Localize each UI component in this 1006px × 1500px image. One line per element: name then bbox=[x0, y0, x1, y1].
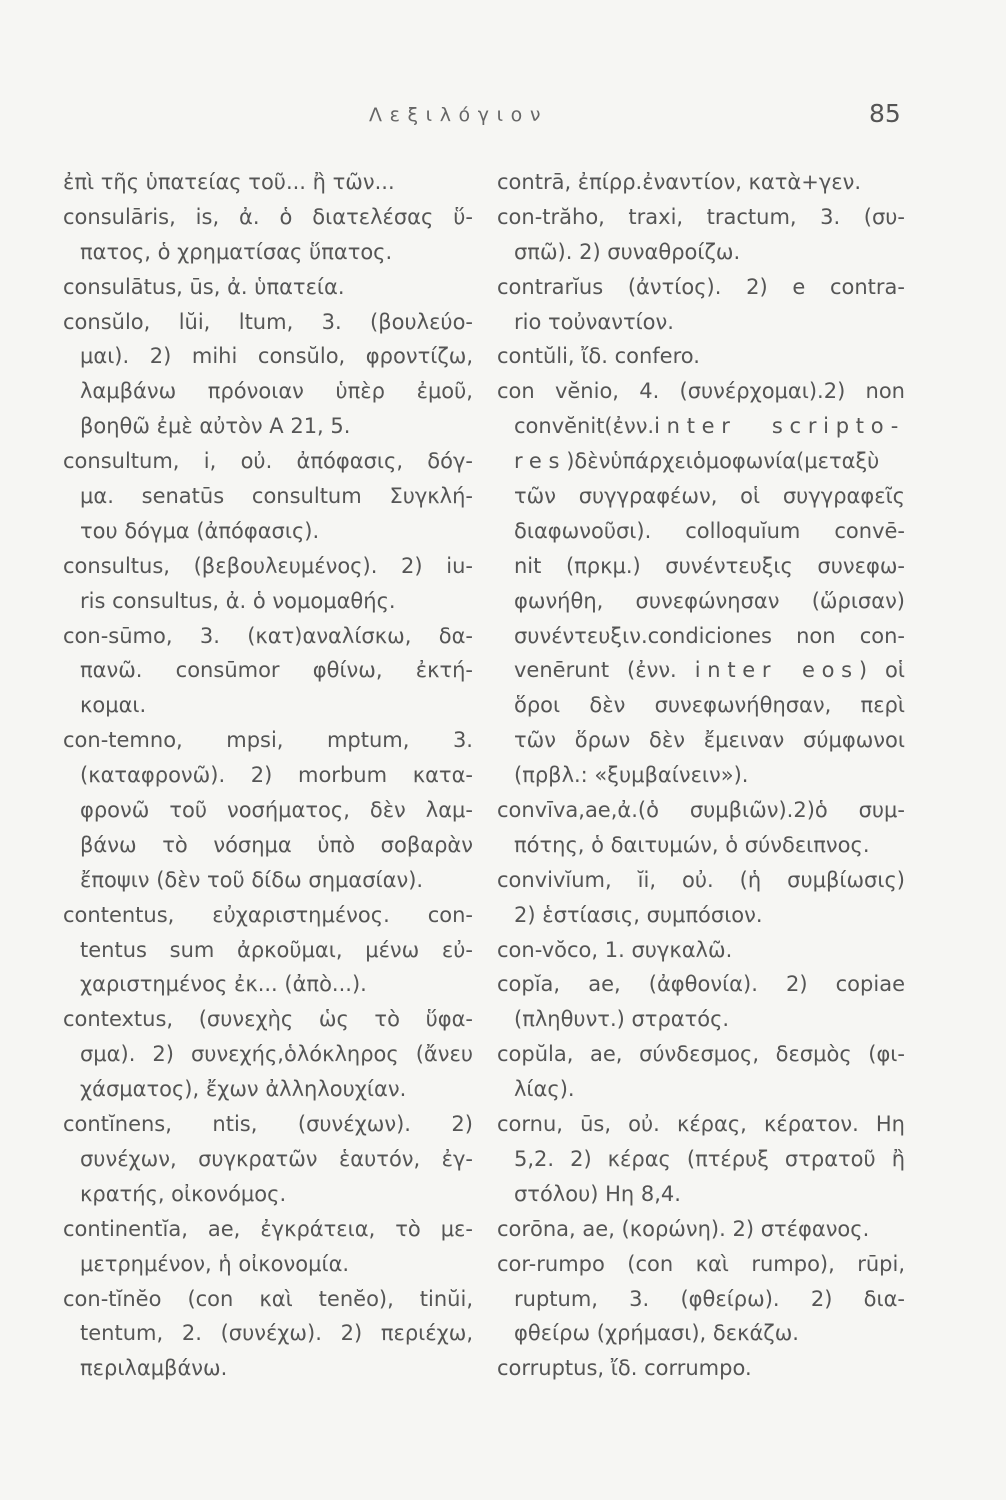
spaced-emphasis-text: res bbox=[514, 449, 567, 474]
entry-line bbox=[497, 444, 905, 479]
entry-line: cor-rumpo (con καὶ rumpo), rūpi, bbox=[497, 1251, 905, 1276]
entry-line: στόλου) Ηη 8,4. bbox=[514, 1181, 681, 1206]
entry-line: πατος, ὁ χρηματίσας ὕπατος. bbox=[80, 239, 393, 264]
entry-line: contextus, (συνεχὴς ὡς τὸ ὕφα- bbox=[63, 1007, 473, 1032]
lexicon-entry bbox=[497, 270, 905, 340]
lexicon-entry bbox=[63, 898, 473, 1003]
entry-line: χαριστημένος ἐκ... (ἀπὸ...). bbox=[80, 972, 367, 997]
entry-line: 5,2. 2) κέρας (πτέρυξ στρατοῦ ἢ bbox=[514, 1146, 905, 1171]
entry-line: λίας). bbox=[514, 1077, 575, 1102]
lexicon-entry bbox=[63, 1002, 473, 1107]
entry-line: μα. senatūs consultum Συγκλή- bbox=[80, 484, 473, 509]
lexicon-entry bbox=[497, 1351, 905, 1386]
entry-line: κρατής, οἰκονόμος. bbox=[80, 1181, 287, 1206]
entry-line: ruptum, 3. (φθείρω). 2) δια- bbox=[514, 1286, 905, 1311]
entry-line: copŭla, ae, σύνδεσμος, δεσμὸς (φι- bbox=[497, 1042, 905, 1067]
spaced-emphasis-text: inter eos bbox=[694, 658, 859, 683]
entry-line: con vĕnio, 4. (συνέρχομαι).2) non bbox=[497, 379, 905, 404]
entry-line: ἔποψιν (δὲν τοῦ δίδω σημασίαν). bbox=[80, 867, 424, 892]
entry-line: κομαι. bbox=[80, 693, 147, 718]
entry-line: copĭa, ae, (ἀφθονία). 2) copiae bbox=[497, 972, 905, 997]
entry-line: φωνήθη, συνεφώνησαν (ὥρισαν) bbox=[514, 588, 905, 613]
entry-line: con-tĭnĕo (con καὶ tenĕo), tinŭi, bbox=[63, 1286, 473, 1311]
entry-line bbox=[497, 653, 905, 688]
entry-line: σπῶ). 2) συναθροίζω. bbox=[514, 239, 741, 264]
lexicon-entry bbox=[497, 339, 905, 374]
entry-line: consultus, (βεβουλευμένος). 2) iu- bbox=[63, 553, 473, 578]
entry-line: 2) ἑστίασις, συμπόσιον. bbox=[514, 902, 763, 927]
entry-line: convivĭum, ĭi, οὐ. (ἡ συμβίωσις) bbox=[497, 867, 905, 892]
lexicon-entry bbox=[497, 863, 905, 933]
lexicon-entry bbox=[497, 1212, 905, 1247]
lexicon-entry bbox=[497, 793, 905, 863]
lexicon-entry bbox=[63, 619, 473, 724]
line-text-segment: venērunt (ἐνν. bbox=[514, 658, 695, 683]
lexicon-entry bbox=[63, 549, 473, 619]
entry-line: τῶν συγγραφέων, οἱ συγγραφεῖς bbox=[514, 484, 905, 509]
entry-line: συνέντευξιν.condiciones non con- bbox=[514, 623, 905, 648]
entry-line: τῶν ὅρων δὲν ἔμειναν σύμφωνοι bbox=[514, 728, 905, 753]
entry-line: μαι). 2) mihi consŭlo, φροντίζω, bbox=[80, 344, 473, 369]
entry-line: consulātus, ūs, ἀ. ὑπατεία. bbox=[63, 274, 345, 299]
lexicon-entry bbox=[63, 723, 473, 897]
lexicon-entry bbox=[497, 1107, 905, 1212]
lexicon-entry bbox=[63, 444, 473, 549]
entry-line: χάσματος), ἔχων ἀλληλουχίαν. bbox=[80, 1077, 407, 1102]
entry-line: contentus, εὐχαριστημένος. con- bbox=[63, 902, 473, 927]
entry-line: ris consultus, ἀ. ὁ νομομαθής. bbox=[80, 588, 396, 613]
entry-line: περιλαμβάνω. bbox=[80, 1356, 228, 1381]
entry-line: tentum, 2. (συνέχω). 2) περιέχω, bbox=[80, 1321, 473, 1346]
entry-line: συνέχων, συγκρατῶν ἑαυτόν, ἐγ- bbox=[80, 1146, 473, 1171]
lexicon-entry bbox=[63, 305, 473, 445]
lexicon-entry bbox=[63, 1107, 473, 1212]
entry-line: continentĭa, ae, ἐγκράτεια, τὸ με- bbox=[63, 1216, 473, 1241]
lexicon-entry bbox=[63, 1282, 473, 1387]
lexicon-entry bbox=[63, 270, 473, 305]
lexicon-entry bbox=[497, 165, 905, 200]
lexicon-entry bbox=[63, 200, 473, 270]
entry-line: con-trăho, traxi, tractum, 3. (συ- bbox=[497, 204, 905, 229]
spaced-emphasis-text: inter scripto- bbox=[654, 414, 905, 439]
lexicon-entry bbox=[497, 1037, 905, 1107]
entry-line: con-temno, mpsi, mptum, 3. bbox=[63, 728, 473, 753]
entry-line: διαφωνοῦσι). colloquĭum convē- bbox=[514, 518, 905, 543]
lexicon-entry bbox=[497, 200, 905, 270]
line-text-segment: ) οἱ bbox=[858, 658, 905, 683]
entry-line: πότης, ὁ δαιτυμών, ὁ σύνδειπνος. bbox=[514, 832, 870, 857]
entry-line: contrā, ἐπίρρ.ἐναντίον, κατὰ+γεν. bbox=[497, 170, 862, 194]
entry-line: convīva,ae,ἀ.(ὁ συμβιῶν).2)ὁ συμ- bbox=[497, 798, 905, 823]
running-header-title: Λεξιλόγιον bbox=[369, 104, 549, 126]
entry-line: con-sūmo, 3. (κατ)αναλίσκω, δα- bbox=[63, 623, 473, 648]
entry-line: (πληθυντ.) στρατός. bbox=[514, 1007, 730, 1032]
lexicon-entry bbox=[63, 165, 473, 200]
lexicon-entry bbox=[497, 967, 905, 1037]
entry-line: rio τοὐναντίον. bbox=[514, 309, 674, 334]
entry-line: μετρημένον, ἡ οἰκονομία. bbox=[80, 1251, 350, 1276]
entry-line: consulāris, is, ἀ. ὁ διατελέσας ὕ- bbox=[63, 204, 473, 229]
entry-line: con-vŏco, 1. συγκαλῶ. bbox=[497, 937, 733, 962]
entry-line: (καταφρονῶ). 2) morbum κατα- bbox=[80, 763, 473, 788]
entry-line: βοηθῶ ἐμὲ αὐτὸν Α 21, 5. bbox=[80, 414, 351, 439]
entry-line: consultum, i, οὐ. ἀπόφασις, δόγ- bbox=[63, 449, 473, 474]
entry-line: (πρβλ.: «ξυμβαίνειν»). bbox=[514, 763, 749, 788]
right-column bbox=[497, 165, 905, 1386]
entry-line: λαμβάνω πρόνοιαν ὑπὲρ ἐμοῦ, bbox=[80, 379, 473, 404]
line-text-segment: convĕnit(ἐνν. bbox=[514, 414, 655, 439]
entry-line: consŭlo, lŭi, ltum, 3. (βουλεύο- bbox=[63, 309, 473, 334]
entry-line: nit (πρκμ.) συνέντευξις συνεφω- bbox=[514, 553, 905, 578]
left-column bbox=[63, 165, 473, 1386]
entry-line: του δόγμα (ἀπόφασις). bbox=[80, 518, 320, 543]
entry-line bbox=[497, 409, 905, 444]
entry-line: ὅροι δὲν συνεφωνήθησαν, περὶ bbox=[514, 693, 905, 718]
line-text-segment: )δὲνὑπάρχειὁμοφωνία(μεταξὺ bbox=[566, 449, 880, 474]
page-number: 85 bbox=[869, 99, 901, 128]
entry-line: contrarĭus (ἀντίος). 2) e contra- bbox=[497, 274, 905, 299]
entry-line: φθείρω (χρήμασι), δεκάζω. bbox=[514, 1321, 799, 1346]
entry-line: σμα). 2) συνεχής,ὁλόκληρος (ἄνευ bbox=[80, 1042, 473, 1067]
entry-line: βάνω τὸ νόσημα ὑπὸ σοβαρὰν bbox=[80, 832, 473, 857]
entry-line: φρονῶ τοῦ νοσήματος, δὲν λαμ- bbox=[80, 798, 473, 823]
entry-line: corōna, ae, (κορώνη). 2) στέφανος. bbox=[497, 1216, 870, 1241]
lexicon-entry bbox=[497, 1247, 905, 1352]
entry-line: corruptus, ἴδ. corrumpo. bbox=[497, 1356, 752, 1381]
entry-line: tentus sum ἀρκοῦμαι, μένω εὐ- bbox=[80, 937, 473, 962]
entry-line: contĭnens, ntis, (συνέχων). 2) bbox=[63, 1112, 473, 1137]
entry-line: cornu, ūs, οὐ. κέρας, κέρατον. Ηη bbox=[497, 1112, 905, 1137]
entry-line: πανῶ. consūmor φθίνω, ἐκτή- bbox=[80, 658, 473, 683]
lexicon-entry bbox=[497, 933, 905, 968]
lexicon-entry bbox=[63, 1212, 473, 1282]
entry-line: ἐπὶ τῆς ὑπατείας τοῦ... ἢ τῶν... bbox=[63, 170, 395, 194]
entry-line: contŭli, ἴδ. confero. bbox=[497, 344, 700, 369]
lexicon-entry bbox=[497, 374, 905, 793]
